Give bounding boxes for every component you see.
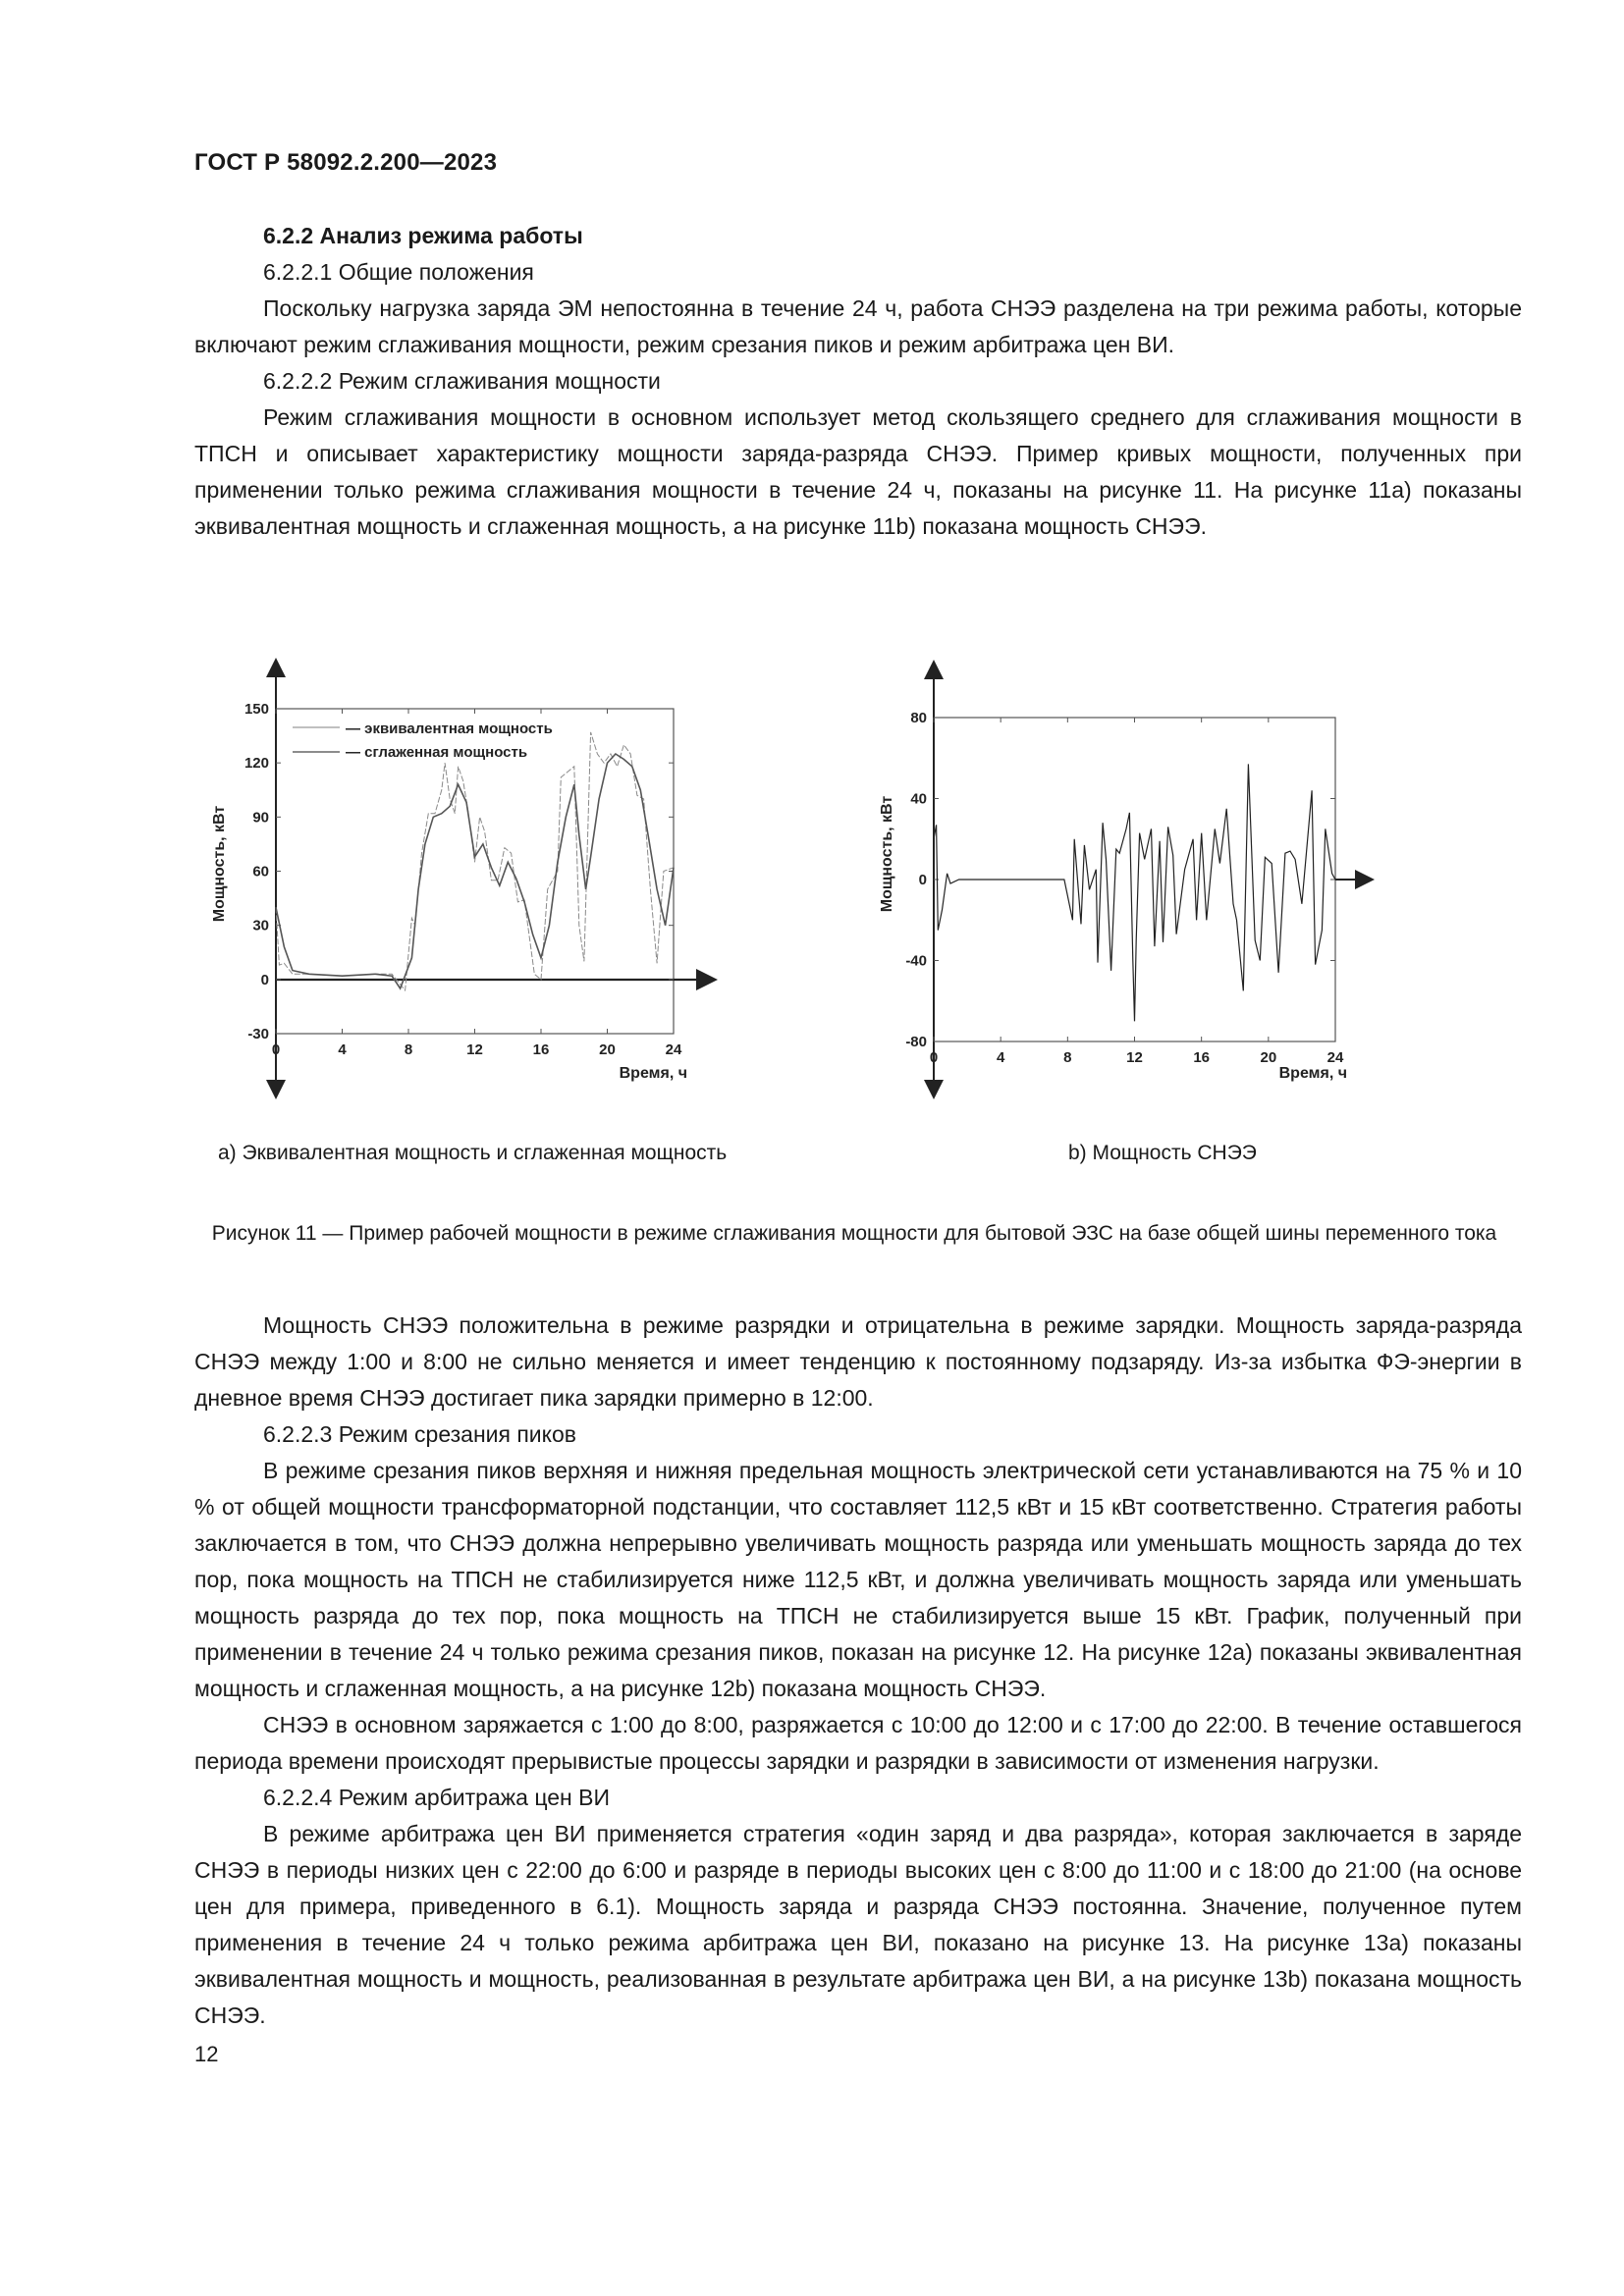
chart-a-xlabel: Время, ч — [619, 1065, 687, 1082]
chart-a-lines — [276, 732, 674, 990]
section-heading-6-2-2-2: 6.2.2.2 Режим сглаживания мощности — [263, 368, 661, 394]
chart-a-svg — [196, 658, 825, 1119]
chart-b-lines — [934, 764, 1335, 1021]
svg-text:40: 40 — [910, 790, 927, 808]
page-number: 12 — [194, 2042, 219, 2066]
svg-text:16: 16 — [1193, 1049, 1211, 1066]
subcaption-a: a) Эквивалентная мощность и сглаженная мощность — [218, 1142, 728, 1164]
svg-text:24: 24 — [665, 1041, 682, 1058]
svg-text:16: 16 — [532, 1041, 550, 1058]
chart-b-svg — [874, 658, 1502, 1119]
svg-text:20: 20 — [1260, 1049, 1277, 1066]
legend-smoothed: — сглаженная мощность — [346, 744, 528, 761]
svg-text:8: 8 — [1063, 1049, 1072, 1066]
svg-text:20: 20 — [599, 1041, 616, 1058]
svg-text:8: 8 — [404, 1041, 413, 1058]
svg-text:24: 24 — [1326, 1049, 1344, 1066]
section-heading-6-2-2-4: 6.2.2.4 Режим арбитража цен ВИ — [263, 1785, 610, 1810]
paragraph: В режиме арбитража цен ВИ применяется стратегия «один заряд и два разряда», которая заключается в заряде СНЭЭ в периоды низких цен с 22:00 до 6:00 и разряде в периоды высоких цен с 8:00 до 11:00 и с 18:00 до 21:00 (на основе цен для примера, приведенного в 6.1). Мощность заряда и разряда СНЭЭ постоянна. Значение, полученное путем применения в течение 24 ч только режима арбитража цен ВИ, показано на рисунке 13. На рисунке 13a) показаны эквивалентная мощность и мощность, реализованная в результате арбитража цен ВИ, а на рисунке 13b) показана мощность СНЭЭ. — [194, 1821, 1522, 2028]
paragraph: В режиме срезания пиков верхняя и нижняя предельная мощность электрической сети устанавливаются на 75 % и 10 % от общей мощности трансформаторной подстанции, что составляет 112,5 кВт и 15 кВт соответственно. Стратегия работы заключается в том, что СНЭЭ должна непрерывно увеличивать мощность разряда или уменьшать мощность заряда до тех пор, пока мощность на ТПСН не стабилизируется ниже 112,5 кВт, и должна увеличивать мощность заряда или уменьшать мощность разряда до тех пор, пока мощность на ТПСН не стабилизируется выше 15 кВт. График, полученный при применении в течение 24 ч только режима срезания пиков, показан на рисунке 12. На рисунке 12a) показаны эквивалентная мощность и сглаженная мощность, а на рисунке 12b) показана мощность СНЭЭ. — [194, 1458, 1522, 1701]
paragraph: СНЭЭ в основном заряжается с 1:00 до 8:00, разряжается с 10:00 до 12:00 и с 17:00 до 22:00. В течение оставшегося периода времени происходят прерывистые процессы зарядки и разрядки в зависимости от изменения нагрузки. — [194, 1712, 1522, 1774]
svg-text:4: 4 — [996, 1049, 1005, 1066]
svg-text:0: 0 — [929, 1049, 939, 1066]
paragraph: Мощность СНЭЭ положительна в режиме разрядки и отрицательна в режиме зарядки. Мощность заряда-разряда СНЭЭ между 1:00 и 8:00 не сильно меняется и имеет тенденцию к постоянному подзаряду. Из-за избытка ФЭ-энергии в дневное время СНЭЭ достигает пика зарядки примерно в 12:00. — [194, 1312, 1522, 1411]
paragraph: Режим сглаживания мощности в основном использует метод скользящего среднего для сглаживания мощности в ТПСН и описывает характеристику мощности заряда-разряда СНЭЭ. Пример кривых мощности, полученных при применении только режима сглаживания мощности в течение 24 ч, показаны на рисунке 11. На рисунке 11a) показаны эквивалентная мощность и сглаженная мощность, а на рисунке 11b) показана мощность СНЭЭ. — [194, 404, 1522, 539]
svg-text:0: 0 — [271, 1041, 281, 1058]
chart-b-ylabel: Мощность, кВт — [879, 795, 895, 913]
svg-text:-40: -40 — [905, 952, 927, 970]
svg-text:80: 80 — [910, 710, 927, 726]
chart-b — [874, 658, 1502, 1119]
figure-caption: Рисунок 11 — Пример рабочей мощности в режиме сглаживания мощности для бытовой ЭЗС на базе общей шины переменного тока — [211, 1222, 1497, 1245]
chart-b-ticks — [905, 710, 1344, 1066]
svg-text:120: 120 — [244, 755, 269, 773]
svg-text:0: 0 — [918, 872, 927, 888]
paragraph: Поскольку нагрузка заряда ЭМ непостоянна в течение 24 ч, работа СНЭЭ разделена на три режима работы, которые включают режим сглаживания мощности, режим срезания пиков и режим арбитража цен ВИ. — [194, 295, 1522, 357]
section-heading-6-2-2: 6.2.2 Анализ режима работы — [263, 223, 583, 248]
legend-equivalent: — эквивалентная мощность — [346, 721, 553, 737]
section-heading-6-2-2-3: 6.2.2.3 Режим срезания пиков — [263, 1421, 576, 1447]
svg-text:0: 0 — [260, 971, 269, 988]
svg-text:150: 150 — [244, 701, 269, 718]
subcaption-b: b) Мощность СНЭЭ — [1068, 1142, 1257, 1164]
document-header: ГОСТ Р 58092.2.200—2023 — [194, 149, 498, 176]
svg-text:4: 4 — [338, 1041, 347, 1058]
section-heading-6-2-2-1: 6.2.2.1 Общие положения — [263, 259, 534, 285]
svg-text:30: 30 — [252, 917, 269, 934]
svg-text:-30: -30 — [247, 1026, 269, 1042]
svg-text:90: 90 — [252, 809, 269, 827]
chart-a-ylabel: Мощность, кВт — [211, 805, 228, 923]
chart-a — [196, 658, 825, 1119]
svg-text:12: 12 — [466, 1041, 483, 1058]
section-bottom — [194, 1308, 1522, 2034]
svg-text:60: 60 — [252, 863, 269, 881]
chart-b-xlabel: Время, ч — [1278, 1065, 1347, 1082]
svg-text:12: 12 — [1126, 1049, 1143, 1066]
svg-text:-80: -80 — [905, 1034, 927, 1050]
section-top — [194, 218, 1522, 545]
